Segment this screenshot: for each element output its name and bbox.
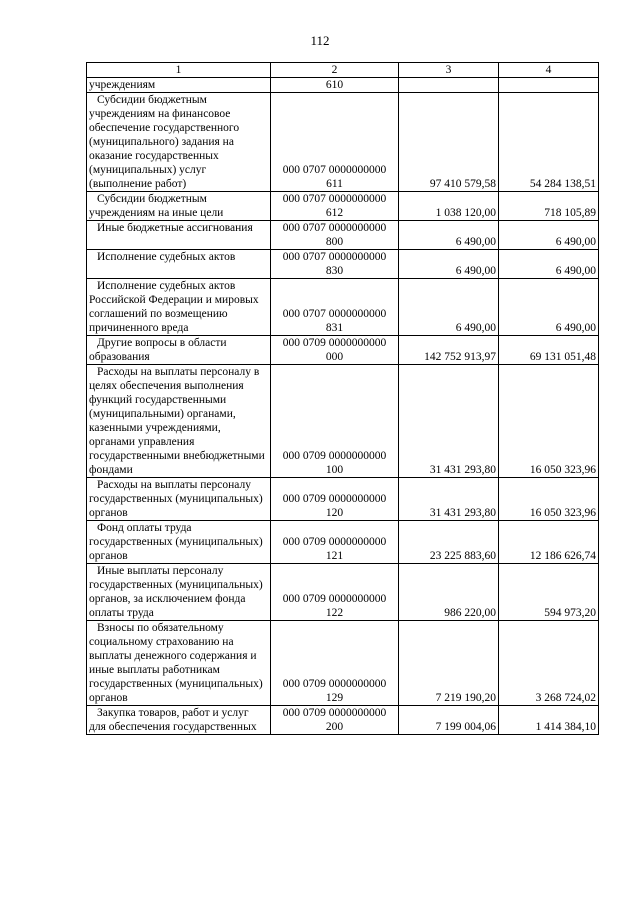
budget-code: 000 0707 0000000000 612 [271,192,399,221]
row-name: Иные выплаты персоналу государственных (муниципальных) органов, за исключением фонда оплаты труда [89,565,263,619]
column-header: 4 [499,63,599,78]
table-body [87,78,599,735]
row-name-cell [87,250,271,279]
row-name-cell [87,78,271,93]
budget-code: 000 0709 0000000000 120 [271,478,399,521]
page-number: 112 [310,33,330,48]
row-name: Закупка товаров, работ и услуг для обеспечения государственных [89,707,257,733]
amount-col3: 6 490,00 [399,279,499,336]
row-name: Взносы по обязательному социальному страхованию на выплаты денежного содержания и иные выплаты работникам государственных (муниципальных) органов [89,622,263,704]
row-name-cell [87,192,271,221]
budget-code: 000 0709 0000000000 129 [271,621,399,706]
table-row [87,250,599,279]
row-name: Исполнение судебных актов [97,251,236,263]
column-header: 3 [399,63,499,78]
budget-code: 000 0709 0000000000 122 [271,564,399,621]
column-header: 1 [87,63,271,78]
budget-code: 000 0707 0000000000 800 [271,221,399,250]
budget-code: 000 0709 0000000000 100 [271,365,399,478]
amount-col3: 31 431 293,80 [399,478,499,521]
row-name: Другие вопросы в области образования [89,337,227,363]
amount-col3: 31 431 293,80 [399,365,499,478]
amount-col4: 718 105,89 [499,192,599,221]
amount-col4: 594 973,20 [499,564,599,621]
table-row [87,221,599,250]
amount-col4 [499,78,599,93]
budget-code: 000 0707 0000000000 831 [271,279,399,336]
row-name: Расходы на выплаты персоналу в целях обеспечения выполнения функций государственными (муниципальными) органами, казенными учреждениями, органами управления государственными внебюджетными фондами [89,366,265,476]
table-header-row [87,63,599,78]
row-name-cell [87,621,271,706]
table-row [87,93,599,192]
amount-col4: 6 490,00 [499,221,599,250]
amount-col3: 97 410 579,58 [399,93,499,192]
table-row [87,706,599,735]
amount-col4: 6 490,00 [499,250,599,279]
row-name-cell [87,93,271,192]
row-name: Субсидии бюджетным учреждениям на финансовое обеспечение государственного (муниципального) задания на оказание государственных (муниципальных) услуг (выполнение работ) [89,94,240,190]
table-row [87,564,599,621]
table-row [87,78,599,93]
row-name: Иные бюджетные ассигнования [97,222,253,234]
amount-col3: 7 199 004,06 [399,706,499,735]
amount-col4: 54 284 138,51 [499,93,599,192]
row-name-cell [87,221,271,250]
row-name-cell [87,706,271,735]
amount-col4: 1 414 384,10 [499,706,599,735]
table-row [87,336,599,365]
row-name-cell [87,521,271,564]
table-row [87,521,599,564]
amount-col4: 3 268 724,02 [499,621,599,706]
amount-col3 [399,78,499,93]
row-name-cell [87,365,271,478]
column-header: 2 [271,63,399,78]
row-name: Исполнение судебных актов Российской Федерации и мировых соглашений по возмещению причиненного вреда [89,280,259,334]
row-name-cell [87,279,271,336]
amount-col3: 6 490,00 [399,250,499,279]
row-name: учреждениям [89,79,156,91]
budget-code: 000 0707 0000000000 611 [271,93,399,192]
amount-col3: 7 219 190,20 [399,621,499,706]
amount-col3: 986 220,00 [399,564,499,621]
budget-code: 000 0709 0000000000 200 [271,706,399,735]
table-row [87,365,599,478]
amount-col4: 16 050 323,96 [499,365,599,478]
row-name: Расходы на выплаты персоналу государственных (муниципальных) органов [89,479,263,519]
amount-col4: 6 490,00 [499,279,599,336]
table-row [87,478,599,521]
row-name-cell [87,336,271,365]
budget-table [86,62,599,735]
row-name-cell [87,564,271,621]
amount-col4: 16 050 323,96 [499,478,599,521]
table-row [87,621,599,706]
table-row [87,279,599,336]
budget-code: 610 [271,78,399,93]
amount-col4: 12 186 626,74 [499,521,599,564]
amount-col4: 69 131 051,48 [499,336,599,365]
table-row [87,192,599,221]
row-name-cell [87,478,271,521]
amount-col3: 23 225 883,60 [399,521,499,564]
budget-code: 000 0709 0000000000 000 [271,336,399,365]
budget-code: 000 0709 0000000000 121 [271,521,399,564]
row-name: Субсидии бюджетным учреждениям на иные цели [89,193,224,219]
amount-col3: 6 490,00 [399,221,499,250]
row-name: Фонд оплаты труда государственных (муниципальных) органов [89,522,263,562]
amount-col3: 1 038 120,00 [399,192,499,221]
budget-code: 000 0707 0000000000 830 [271,250,399,279]
amount-col3: 142 752 913,97 [399,336,499,365]
